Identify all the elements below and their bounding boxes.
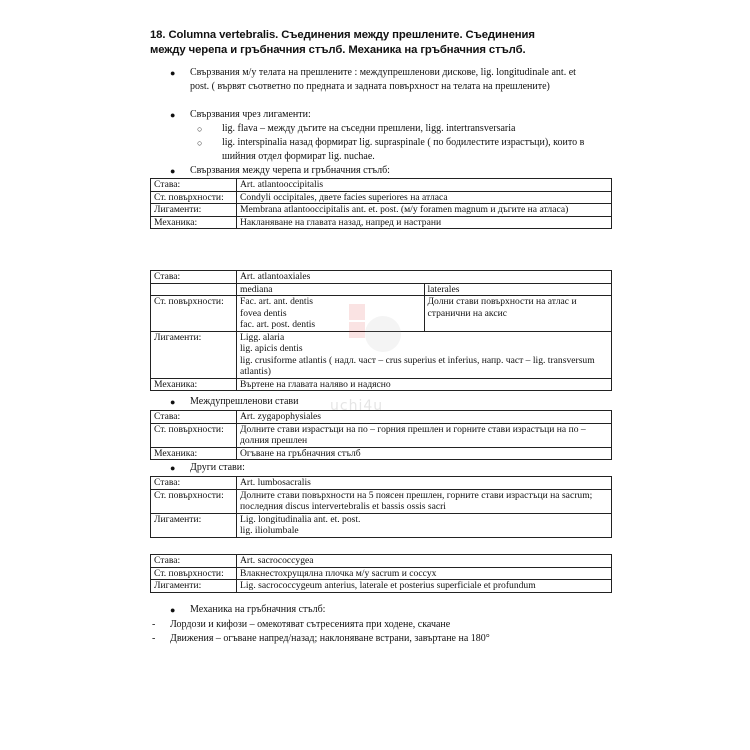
bullet-icon: ●: [170, 463, 176, 473]
joint-table-atlantooccipitalis: [150, 178, 612, 229]
joint-table-sacrococcygea: [150, 554, 612, 593]
dash-icon: -: [152, 619, 156, 630]
circle-bullet-icon: ○: [197, 138, 203, 148]
row-label: Механика:: [151, 216, 237, 229]
row-value: Art. sacrococcygea: [237, 555, 612, 568]
table-row: [151, 580, 612, 593]
row-value: Ligg. alaria lig. apicis dentis lig. crusiforme atlantis ( надл. част – crus superius et inferius, напр. част – lig. transversum atlantis): [237, 331, 612, 378]
circle-bullet-icon: ○: [197, 124, 203, 134]
row-value: Влакнестохрущялна плочка м/у sacrum и coccyx: [237, 567, 612, 580]
column-header-mediana: mediana: [237, 283, 425, 296]
table-row: [151, 191, 612, 204]
row-label: Ст. повърхности:: [151, 489, 237, 513]
row-label: Става:: [151, 411, 237, 424]
row-value: Долните стави повърхности на 5 поясен прешлен, горните стави израстъци на sacrum; последния discus intervertebralis et bassis ossis sacri: [237, 489, 612, 513]
row-label: Лигаменти:: [151, 580, 237, 593]
bullet-icon: ●: [170, 110, 176, 120]
joint-table-lumbosacralis: [150, 476, 612, 538]
row-value: Въртене на главата наляво и надясно: [237, 378, 612, 391]
row-label: Става:: [151, 555, 237, 568]
row-value-laterales: Долни стави повърхности на атлас и странични на аксис: [424, 296, 612, 332]
sub-bullet-text: lig. interspinalia назад формират lig. supraspinale ( по бодилестите израстъци), които в шийния отдел формират lig. nuchae.: [222, 137, 585, 162]
row-value-mediana: Fac. art. ant. dentis fovea dentis fac. art. post. dentis: [237, 296, 425, 332]
table-row: [151, 179, 612, 192]
row-label: Става:: [151, 477, 237, 490]
bullet-text: Други стави:: [190, 462, 245, 473]
table-row: [151, 447, 612, 460]
row-label: Ст. повърхности:: [151, 296, 237, 332]
bullet-icon: ●: [170, 605, 176, 615]
bullet-icon: ●: [170, 166, 176, 176]
row-label: [151, 283, 237, 296]
row-value: Condyli occipitales, двете facies superiores на атласа: [237, 191, 612, 204]
row-value: Lig. sacrococcygeum anterius, laterale et posterius superficiale et profundum: [237, 580, 612, 593]
row-label: Става:: [151, 271, 237, 284]
row-value: Долните стави израстъци на по – горния прешлен и горните стави израстъци на по – долния прешлен: [237, 423, 612, 447]
table-row: [151, 283, 612, 296]
bullet-text: Свързвания м/у телата на прешлените : междупрешленови дискове, lig. longitudinale ant. et post. ( вървят съответно по предната и задната повърхност на телата на прешлените): [190, 67, 576, 92]
column-header-laterales: laterales: [424, 283, 612, 296]
row-label: Механика:: [151, 378, 237, 391]
row-value: Art. atlantoaxiales: [237, 271, 612, 284]
table-row: [151, 271, 612, 284]
row-label: Лигаменти:: [151, 204, 237, 217]
bullet-icon: ●: [170, 397, 176, 407]
table-row: [151, 489, 612, 513]
watermark-logo-icon: [345, 300, 405, 360]
page-title: [150, 28, 610, 58]
dash-item: [152, 618, 451, 632]
bullet-text: Свързвания чрез лигаменти:: [190, 109, 311, 120]
row-value: Накланяване на главата назад, напред и настрани: [237, 216, 612, 229]
dash-icon: -: [152, 633, 156, 644]
row-value: Lig. longitudinalia ant. et. post. lig. iliolumbale: [237, 513, 612, 537]
bullet-text: Междупрешленови стави: [190, 396, 299, 407]
table-row: [151, 423, 612, 447]
joint-table-zygapophysiales: [150, 410, 612, 460]
table-row: [151, 204, 612, 217]
dash-text: Движения – огъване напред/назад; наклоняване встрани, завъртане на 180°: [170, 633, 490, 644]
watermark-text: uchi4u: [330, 398, 384, 414]
table-row: [151, 567, 612, 580]
row-label: Ст. повърхности:: [151, 191, 237, 204]
table-row: [151, 216, 612, 229]
title-line-1: 18. Columna vertebralis. Съединения между прешлените. Съединения: [150, 29, 535, 41]
bullet-text: Механика на гръбначния стълб:: [190, 604, 326, 615]
row-value: Art. atlantooccipitalis: [237, 179, 612, 192]
row-label: Механика:: [151, 447, 237, 460]
row-value: Membrana atlantooccipitalis ant. et. post. (м/у foramen magnum и дъгите на атласа): [237, 204, 612, 217]
table-row: [151, 477, 612, 490]
row-label: Става:: [151, 179, 237, 192]
bullet-icon: ●: [170, 68, 176, 78]
row-label: Лигаменти:: [151, 331, 237, 378]
row-label: Лигаменти:: [151, 513, 237, 537]
table-row: [151, 555, 612, 568]
bullet-text: Свързвания между черепа и гръбначния стълб:: [190, 165, 390, 176]
row-value: Art. lumbosacralis: [237, 477, 612, 490]
row-label: Ст. повърхности:: [151, 423, 237, 447]
title-line-2: между черепа и гръбначния стълб. Механика на гръбначния стълб.: [150, 44, 526, 56]
row-value: Art. zygapophysiales: [237, 411, 612, 424]
table-row: [151, 513, 612, 537]
sub-bullet-text: lig. flava – между дъгите на съседни прешлени, ligg. intertransversaria: [222, 123, 516, 134]
dash-text: Лордози и кифози – омекотяват сътресенията при ходене, скачане: [170, 619, 451, 630]
dash-item: [152, 632, 490, 646]
row-value: Огъване на гръбначния стълб: [237, 447, 612, 460]
row-label: Ст. повърхности:: [151, 567, 237, 580]
table-row: [151, 378, 612, 391]
